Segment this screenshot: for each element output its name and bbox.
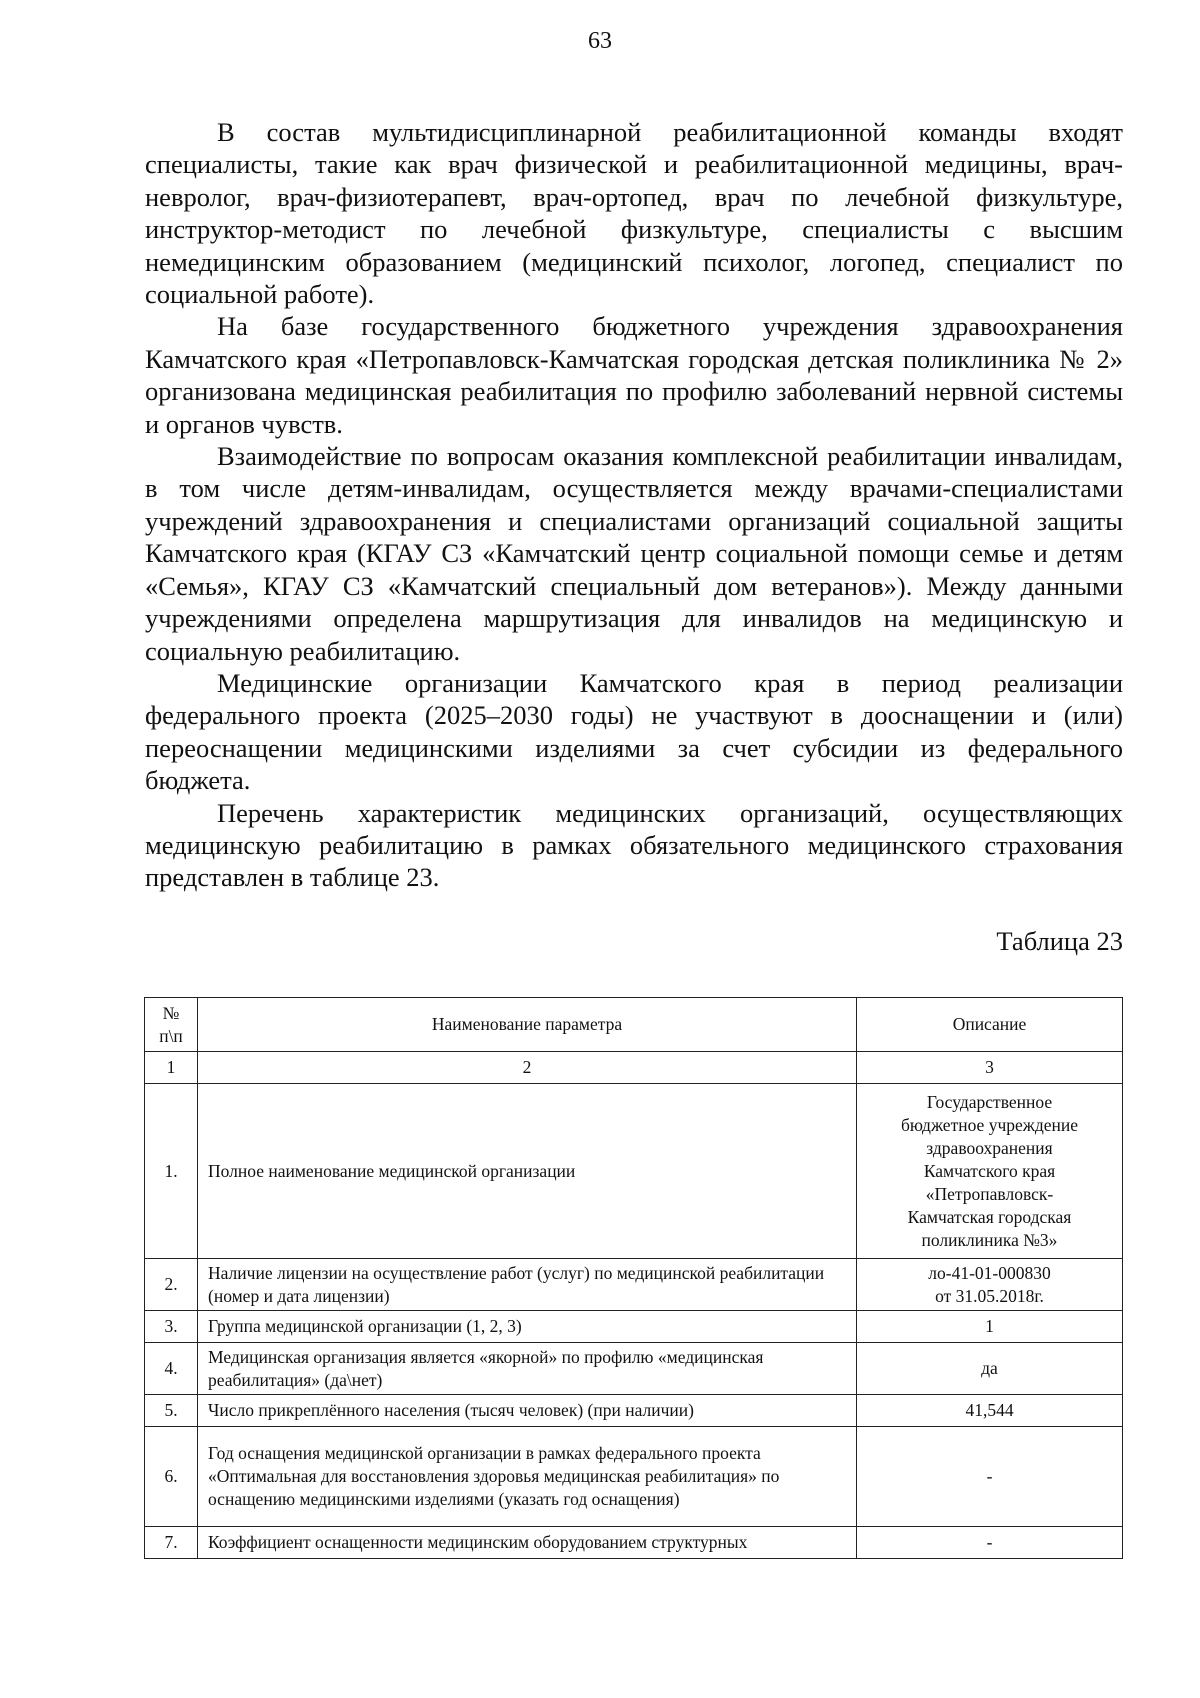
row-param: Полное наименование медицинской организации [198, 1084, 857, 1259]
table-row [145, 1259, 1123, 1311]
row-param: Год оснащения медицинской организации в рамках федерального проекта «Оптимальная для восстановления здоровья медицинская реабилитация» по оснащению медицинскими изделиями (указать год оснащения) [198, 1427, 857, 1527]
row-desc: Государственное бюджетное учреждение здравоохранения Камчатского края «Петропавловск- Камчатская городская поликлиника №3» [857, 1084, 1123, 1259]
row-desc: 41,544 [857, 1395, 1123, 1427]
paragraph-rehab-team: В состав мультидисциплинарной реабилитационной команды входят специалисты, такие как врач физической и реабилитационной медицины, врач-невролог, врач-физиотерапевт, врач-ортопед, врач по лечебной физкультуре, инструктор-методист по лечебной физкультуре, специалисты с высшим немедицинским образованием (медицинский психолог, логопед, специалист по социальной работе). [145, 117, 1123, 310]
characteristics-table [144, 997, 1123, 1559]
row-param: Наличие лицензии на осуществление работ (услуг) по медицинской реабилитации (номер и дата лицензии) [198, 1259, 857, 1311]
row-num: 2. [145, 1259, 198, 1311]
table-header-row [145, 998, 1123, 1052]
page-number: 63 [588, 28, 612, 54]
row-num: 6. [145, 1427, 198, 1527]
row-param: Медицинская организация является «якорной» по профилю «медицинская реабилитация» (да\нет) [198, 1343, 857, 1395]
header-param: Наименование параметра [198, 998, 857, 1052]
header-num: № п\п [145, 998, 198, 1052]
paragraph-interaction: Взаимодействие по вопросам оказания комплексной реабилитации инвалидам, в том числе детям-инвалидам, осуществляется между врачами-специалистами учреждений здравоохранения и специалистами организаций социальной защиты Камчатского края (КГАУ СЗ «Камчатский центр социальной помощи семье и детям «Семья», КГАУ СЗ «Камчатский специальный дом ветеранов»). Между данными учреждениями определена маршрутизация для инвалидов на медицинскую и социальную реабилитацию. [145, 441, 1123, 666]
row-num: 4. [145, 1343, 198, 1395]
row-num: 3. [145, 1311, 198, 1343]
body-text [145, 116, 1123, 894]
table-row [145, 1395, 1123, 1427]
row-desc: да [857, 1343, 1123, 1395]
index-param: 2 [198, 1052, 857, 1084]
index-num: 1 [145, 1052, 198, 1084]
row-desc: ло-41-01-000830 от 31.05.2018г. [857, 1259, 1123, 1311]
table-row [145, 1311, 1123, 1343]
header-desc: Описание [857, 998, 1123, 1052]
table-row [145, 1427, 1123, 1527]
paragraph-table-intro: Перечень характеристик медицинских организаций, осуществляющих медицинскую реабилитацию в рамках обязательного медицинского страхования представлен в таблице 23. [145, 797, 1123, 893]
row-desc: 1 [857, 1311, 1123, 1343]
row-param: Группа медицинской организации (1, 2, 3) [198, 1311, 857, 1343]
paragraph-clinic-base: На базе государственного бюджетного учреждения здравоохранения Камчатского края «Петропавловск-Камчатская городская детская поликлиника № 2» организована медицинская реабилитация по профилю заболеваний нервной системы и органов чувств. [145, 311, 1123, 439]
table-row [145, 1527, 1123, 1559]
table-caption: Таблица 23 [996, 926, 1123, 956]
table-index-row [145, 1052, 1123, 1084]
table-row [145, 1084, 1123, 1259]
row-param: Коэффициент оснащенности медицинским оборудованием структурных [198, 1527, 857, 1559]
index-desc: 3 [857, 1052, 1123, 1084]
row-param: Число прикреплённого населения (тысяч человек) (при наличии) [198, 1395, 857, 1427]
row-num: 5. [145, 1395, 198, 1427]
row-num: 1. [145, 1084, 198, 1259]
row-desc: - [857, 1527, 1123, 1559]
paragraph-federal-project: Медицинские организации Камчатского края в период реализации федерального проекта (2025–2030 годы) не участвуют в дооснащении и (или) переоснащении медицинскими изделиями за счет субсидии из федерального бюджета. [145, 667, 1123, 796]
row-num: 7. [145, 1527, 198, 1559]
table-row [145, 1343, 1123, 1395]
row-desc: - [857, 1427, 1123, 1527]
